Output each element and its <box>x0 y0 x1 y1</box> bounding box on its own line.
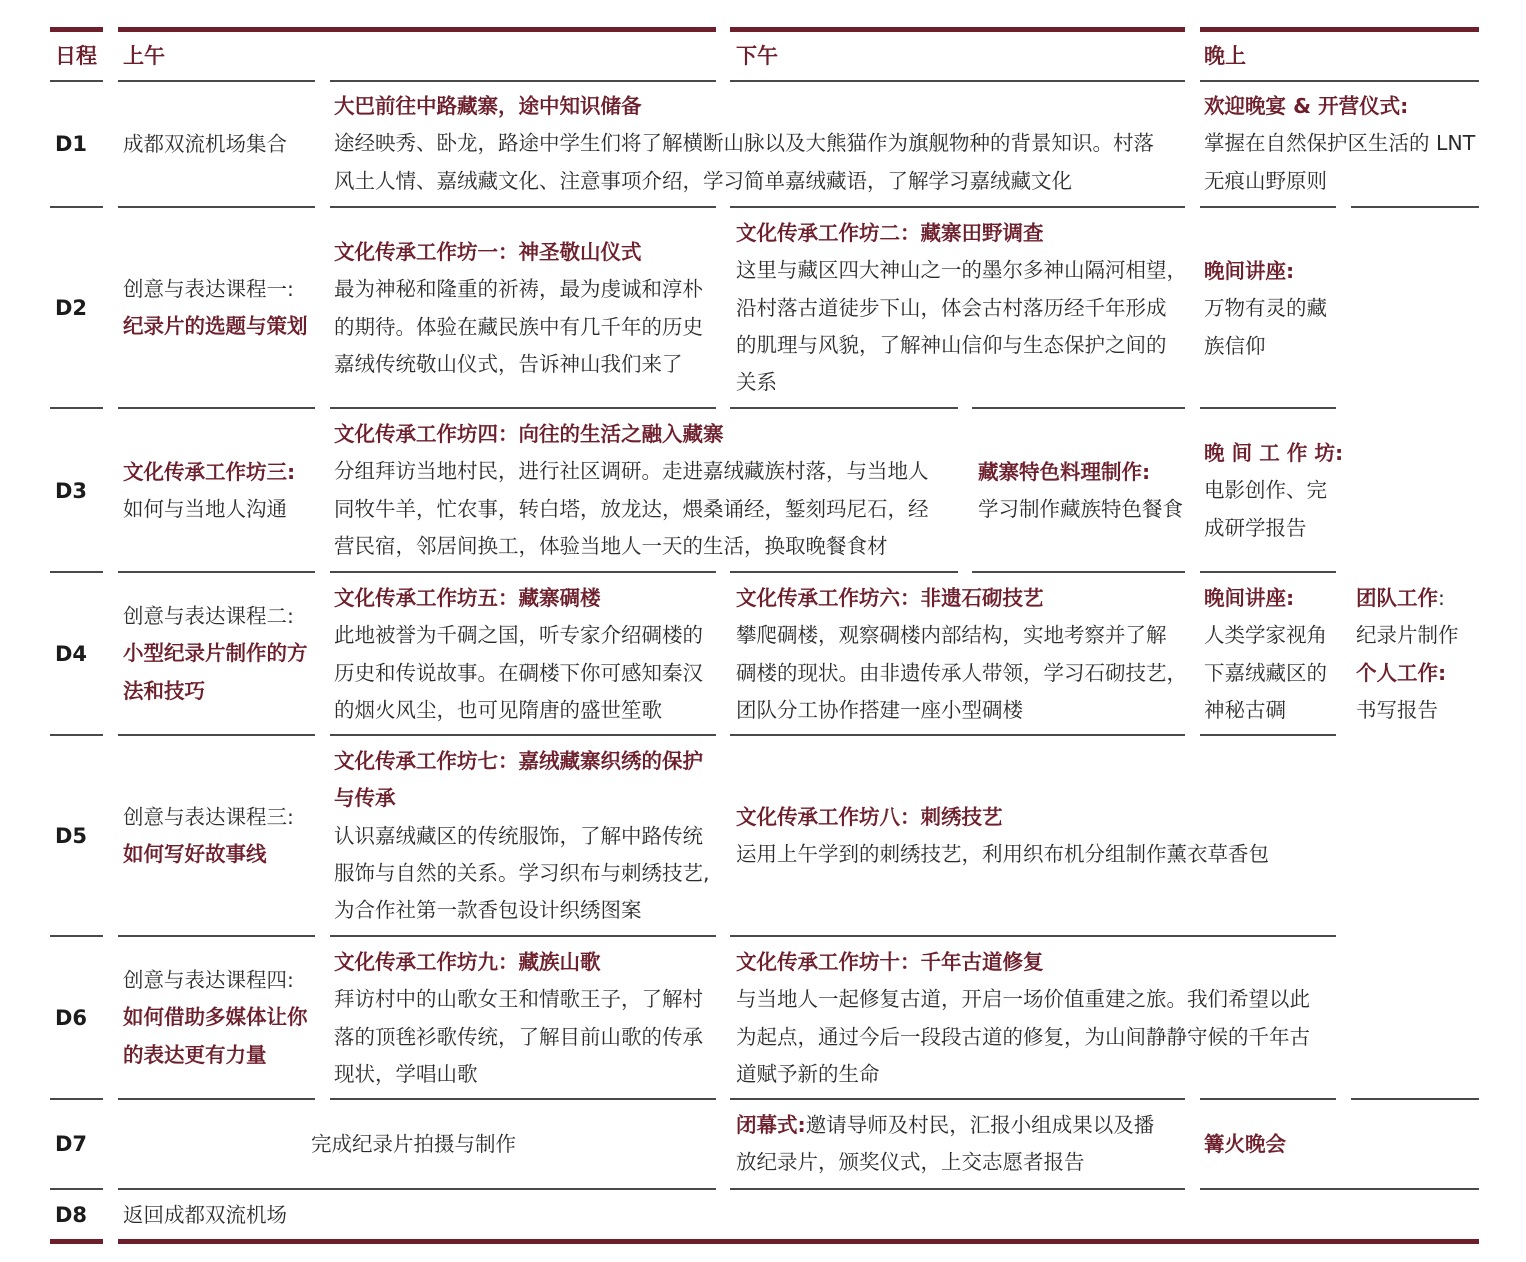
header-morning: 上午 <box>123 44 165 68</box>
d1-evening-title: 欢迎晚宴 & 开营仪式: <box>1204 94 1409 118</box>
row-rule <box>730 571 958 573</box>
d3-workshop-line: 同牧牛羊，忙农事，转白塔，放龙达，煨桑诵经，錾刻玛尼石，经 <box>334 496 929 521</box>
d2-afternoon-line: 的肌理与风貌，了解神山信仰与生态保护之间的 <box>736 332 1167 357</box>
day-label-d4: D4 <box>55 642 88 666</box>
d1-evening-line: 掌握在自然保护区生活的 LNT <box>1204 131 1476 156</box>
row-rule <box>50 1098 103 1100</box>
d6-morning-title: 如何借助多媒体让你 <box>123 1005 308 1030</box>
d3-workshop-title: 文化传承工作坊四：向往的生活之融入藏寨 <box>334 422 724 446</box>
d1-evening-line: 无痕山野原则 <box>1204 168 1327 193</box>
d4-morning-title: 法和技巧 <box>123 678 205 703</box>
row-rule <box>118 571 315 573</box>
d3-evening-block <box>1204 435 1343 547</box>
d8-morning: 返回成都双流机场 <box>123 1203 287 1227</box>
d5-afternoon-title: 文化传承工作坊八：刺绣技艺 <box>736 805 1003 829</box>
d3-afternoon-block <box>978 454 1183 529</box>
day-label-d7: D7 <box>55 1132 88 1156</box>
top-rule <box>118 27 716 32</box>
row-rule <box>50 206 103 208</box>
personal-work-title: 个人工作: <box>1356 660 1447 685</box>
d3-afternoon-title: 藏寨特色料理制作: <box>978 460 1151 484</box>
d3-evening-title: 晚 间 工 作 坊: <box>1204 441 1344 465</box>
d5-afternoon-block <box>736 799 1269 874</box>
d2-afternoon-title: 文化传承工作坊二：藏寨田野调查 <box>736 221 1044 245</box>
d4-afternoon-block <box>736 580 1187 729</box>
row-rule <box>50 1188 103 1190</box>
row-rule <box>730 1098 1185 1100</box>
d5-workshop-line: 服饰与自然的关系。学习织布与刺绣技艺, <box>334 860 710 885</box>
d5-afternoon-line: 运用上午学到的刺绣技艺，利用织布机分组制作薰衣草香包 <box>736 842 1269 867</box>
row-rule <box>118 734 315 736</box>
d2-workshop-title: 文化传承工作坊一：神圣敬山仪式 <box>334 240 642 264</box>
row-rule <box>730 734 1185 736</box>
d4-evening-line: 人类学家视角 <box>1204 623 1327 648</box>
row-rule <box>118 206 315 208</box>
d1-bus-block <box>334 88 1154 200</box>
d6-afternoon-block <box>736 944 1310 1093</box>
row-rule <box>730 407 958 409</box>
d4-morning-line: 创意与表达课程二: <box>123 604 294 628</box>
d4-workshop-block <box>334 580 703 729</box>
d7-closing-line: 邀请导师及村民，汇报小组成果以及播 <box>805 1113 1155 1137</box>
d6-workshop-block <box>334 944 703 1093</box>
d4-afternoon-line: 攀爬碉楼，观察碉楼内部结构，实地考察并了解 <box>736 623 1167 648</box>
d6-workshop-line: 拜访村中的山歌女王和情歌王子，了解村 <box>334 987 703 1012</box>
row-rule <box>730 935 1336 937</box>
d3-evening-line: 电影创作、完 <box>1204 478 1327 503</box>
d1-evening-block <box>1204 88 1475 200</box>
d5-workshop-title: 与传承 <box>334 786 396 811</box>
row-rule <box>1351 1098 1479 1100</box>
d7-evening-title: 篝火晚会 <box>1204 1132 1286 1156</box>
d1-bus-title: 大巴前往中路藏寨，途中知识储备 <box>334 94 642 118</box>
d4-afternoon-line: 团队分工协作搭建一座小型碉楼 <box>736 697 1023 722</box>
d4-afternoon-title: 文化传承工作坊六：非遗石砌技艺 <box>736 586 1044 610</box>
row-rule <box>1200 1188 1479 1190</box>
row-rule <box>118 407 315 409</box>
team-work-colon: : <box>1438 586 1445 610</box>
row-rule <box>1200 734 1336 736</box>
row-rule <box>50 734 103 736</box>
top-rule <box>1200 27 1479 32</box>
d6-workshop-line: 落的顶毪衫歌传统，了解目前山歌的传承 <box>334 1024 703 1049</box>
bottom-rule <box>118 1239 1479 1244</box>
header-rule <box>330 80 716 82</box>
d3-workshop-line: 营民宿，邻居间换工，体验当地人一天的生活，换取晚餐食材 <box>334 533 888 558</box>
d3-workshop-block <box>334 416 929 565</box>
d6-morning-title: 的表达更有力量 <box>123 1042 267 1067</box>
d2-evening-line: 万物有灵的藏 <box>1204 296 1327 321</box>
row-rule <box>730 206 1185 208</box>
d2-morning-line: 创意与表达课程一: <box>123 277 294 301</box>
d1-bus-line: 途经映秀、卧龙，路途中学生们将了解横断山脉以及大熊猫作为旗舰物种的背景知识。村落 <box>334 131 1154 156</box>
d2-workshop-line: 嘉绒传统敬山仪式，告诉神山我们来了 <box>334 351 683 376</box>
header-rule <box>730 80 1185 82</box>
d3-workshop-line: 分组拜访当地村民，进行社区调研。走进嘉绒藏族村落，与当地人 <box>334 459 929 484</box>
row-rule <box>1200 1098 1336 1100</box>
header-rule <box>118 80 315 82</box>
row-rule <box>330 935 716 937</box>
d4-workshop-line: 历史和传说故事。在碉楼下你可感知秦汉 <box>334 660 703 685</box>
d1-morning: 成都双流机场集合 <box>123 132 287 156</box>
d5-workshop-title: 文化传承工作坊七：嘉绒藏寨织绣的保护 <box>334 749 703 773</box>
d2-workshop-line: 的期待。体验在藏民族中有几千年的历史 <box>334 314 703 339</box>
day-label-d2: D2 <box>55 296 88 320</box>
d6-morning-line: 创意与表达课程四: <box>123 968 294 992</box>
d4-evening-block <box>1204 580 1327 729</box>
row-rule <box>1200 571 1336 573</box>
d7-closing-title: 闭幕式: <box>736 1113 806 1137</box>
d2-afternoon-line: 沿村落古道徒步下山，体会古村落历经千年形成 <box>736 295 1167 320</box>
row-rule <box>50 571 103 573</box>
d4-evening-line: 神秘古碉 <box>1204 697 1286 722</box>
header-rule <box>1200 80 1479 82</box>
d2-evening-title: 晚间讲座: <box>1204 259 1295 283</box>
row-rule <box>50 935 103 937</box>
d5-workshop-line: 认识嘉绒藏区的传统服饰，了解中路传统 <box>334 823 703 848</box>
d5-morning-block <box>123 799 294 874</box>
d7-morning: 完成纪录片拍摄与制作 <box>311 1132 516 1156</box>
d3-morning-title: 文化传承工作坊三: <box>123 460 296 484</box>
d2-morning-title: 纪录片的选题与策划 <box>123 314 308 339</box>
row-rule <box>330 1098 716 1100</box>
top-rule <box>50 27 103 32</box>
d6-morning-block <box>123 962 308 1074</box>
day-label-d3: D3 <box>55 479 88 503</box>
d4-workshop-line: 此地被誉为千碉之国，听专家介绍碉楼的 <box>334 623 703 648</box>
bottom-rule <box>50 1239 103 1244</box>
d4-morning-block <box>123 598 308 710</box>
d6-workshop-line: 现状，学唱山歌 <box>334 1061 478 1086</box>
d6-afternoon-line: 与当地人一起修复古道，开启一场价值重建之旅。我们希望以此 <box>736 987 1310 1012</box>
header-afternoon: 下午 <box>736 44 778 68</box>
header-schedule: 日程 <box>55 44 97 68</box>
d2-workshop-line: 最为神秘和隆重的祈祷，最为虔诚和淳朴 <box>334 277 703 302</box>
header-evening: 晚上 <box>1204 44 1246 68</box>
d2-afternoon-line: 这里与藏区四大神山之一的墨尔多神山隔河相望， <box>736 258 1187 283</box>
row-rule <box>50 407 103 409</box>
personal-work-line: 书写报告 <box>1356 697 1438 722</box>
day-label-d6: D6 <box>55 1006 88 1030</box>
row-rule <box>330 407 716 409</box>
row-rule <box>330 206 716 208</box>
d4-evening-line: 下嘉绒藏区的 <box>1204 660 1327 685</box>
team-work-title: 团队工作 <box>1356 586 1438 610</box>
d2-evening-block <box>1204 253 1327 365</box>
d7-closing-line: 放纪录片，颁奖仪式，上交志愿者报告 <box>736 1150 1085 1175</box>
row-rule <box>730 1188 1185 1190</box>
d6-afternoon-line: 道赋予新的生命 <box>736 1061 880 1086</box>
row-rule <box>972 571 1185 573</box>
d4-evening-title: 晚间讲座: <box>1204 586 1295 610</box>
row-rule <box>330 571 716 573</box>
row-rule <box>1200 407 1336 409</box>
d5-morning-line: 创意与表达课程三: <box>123 805 294 829</box>
d7-afternoon-block <box>736 1107 1154 1182</box>
row-rule <box>1351 206 1479 208</box>
d4-workshop-title: 文化传承工作坊五：藏寨碉楼 <box>334 586 601 610</box>
d2-afternoon-block <box>736 215 1187 401</box>
d3-morning-line: 如何与当地人沟通 <box>123 497 287 522</box>
d4-afternoon-line: 碉楼的现状。由非遗传承人带领，学习石砌技艺， <box>736 660 1187 685</box>
row-rule <box>118 1098 315 1100</box>
row-rule <box>330 734 716 736</box>
top-rule <box>730 27 1185 32</box>
d4-morning-title: 小型纪录片制作的方 <box>123 641 308 666</box>
row-rule <box>1200 206 1336 208</box>
header-rule <box>50 80 103 82</box>
row-rule <box>972 407 1185 409</box>
d2-morning-block <box>123 271 308 346</box>
d6-afternoon-line: 为起点，通过今后一段段古道的修复，为山间静静守候的千年古 <box>736 1024 1310 1049</box>
d2-workshop-block <box>334 234 703 383</box>
d2-afternoon-line: 关系 <box>736 370 777 395</box>
d5-morning-title: 如何写好故事线 <box>123 842 267 867</box>
d1-bus-line: 风土人情、嘉绒藏文化、注意事项介绍，学习简单嘉绒藏语，了解学习嘉绒藏文化 <box>334 168 1072 193</box>
row-rule <box>118 1188 716 1190</box>
side-work-block <box>1356 580 1459 729</box>
day-label-d8: D8 <box>55 1203 88 1227</box>
d5-workshop-line: 为合作社第一款香包设计织绣图案 <box>334 898 642 923</box>
row-rule <box>118 935 315 937</box>
day-label-d5: D5 <box>55 824 88 848</box>
d3-morning-block <box>123 454 295 529</box>
d4-workshop-line: 的烟火风尘，也可见隋唐的盛世笙歌 <box>334 697 662 722</box>
team-work-line: 纪录片制作 <box>1356 623 1459 648</box>
d6-workshop-title: 文化传承工作坊九：藏族山歌 <box>334 950 601 974</box>
d2-evening-line: 族信仰 <box>1204 333 1266 358</box>
day-label-d1: D1 <box>55 132 88 156</box>
d3-evening-line: 成研学报告 <box>1204 515 1307 540</box>
d6-afternoon-title: 文化传承工作坊十：千年古道修复 <box>736 950 1044 974</box>
d5-workshop-block <box>334 743 710 929</box>
d3-afternoon-line: 学习制作藏族特色餐食 <box>978 497 1183 522</box>
